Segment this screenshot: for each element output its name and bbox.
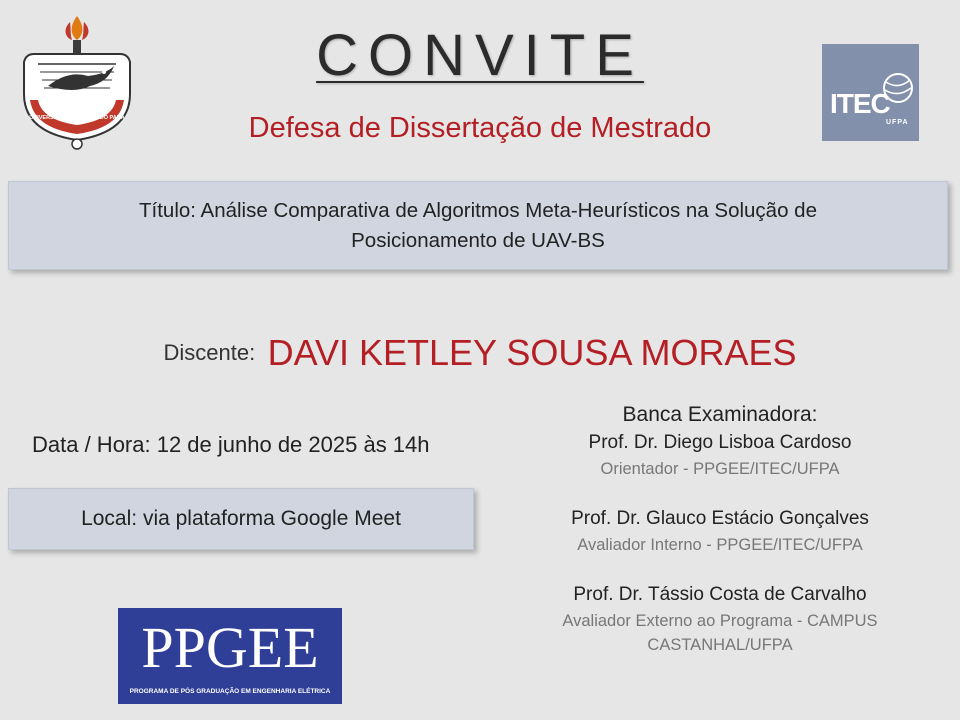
ppgee-logo xyxy=(118,608,342,704)
location-value: via plataforma Google Meet xyxy=(137,507,401,530)
thesis-title-box xyxy=(8,181,948,270)
board-member-role: Avaliador Interno - PPGEE/ITEC/UFPA xyxy=(577,536,863,554)
board-member-role-line-1: Avaliador Externo ao Programa - CAMPUS xyxy=(562,612,878,630)
page-subtitle: Defesa de Dissertação de Mestrado xyxy=(248,112,712,144)
ppgee-logo-subtitle: PROGRAMA DE PÓS GRADUAÇÃO EM ENGENHARIA ELÉTRICA xyxy=(129,688,331,695)
board-member-role-line-2: CASTANHAL/UFPA xyxy=(647,636,793,654)
ufpa-seal-logo xyxy=(18,14,136,152)
board-member-name: Prof. Dr. Tássio Costa de Carvalho xyxy=(573,584,867,605)
board-member-role: Orientador - PPGEE/ITEC/UFPA xyxy=(600,460,840,478)
student-row xyxy=(0,332,960,374)
ppgee-logo-text: PPGEE xyxy=(141,615,319,680)
ufpa-seal-text: UNIVERSIDADE FEDERAL DO PARÁ xyxy=(29,115,125,121)
itec-logo-text: ITEC xyxy=(830,88,890,119)
board-member-name: Prof. Dr. Glauco Estácio Gonçalves xyxy=(571,508,869,529)
board-heading: Banca Examinadora: xyxy=(622,403,818,426)
examining-board xyxy=(500,401,940,657)
location-label: Local: xyxy=(81,507,138,530)
student-name: DAVI KETLEY SOUSA MORAES xyxy=(267,332,797,373)
student-label: Discente: xyxy=(163,340,256,365)
thesis-title-line-1: Título: Análise Comparativa de Algoritmos Meta-Heurísticos na Solução de xyxy=(139,199,817,222)
date-time: Data / Hora: 12 de junho de 2025 às 14h xyxy=(32,432,430,457)
itec-logo xyxy=(822,44,919,141)
thesis-title-line-2: Posicionamento de UAV-BS xyxy=(351,229,605,252)
page-title: CONVITE xyxy=(316,23,644,88)
itec-logo-subtext: UFPA xyxy=(886,119,909,126)
board-member-name: Prof. Dr. Diego Lisboa Cardoso xyxy=(588,432,852,453)
location-box xyxy=(8,488,474,550)
